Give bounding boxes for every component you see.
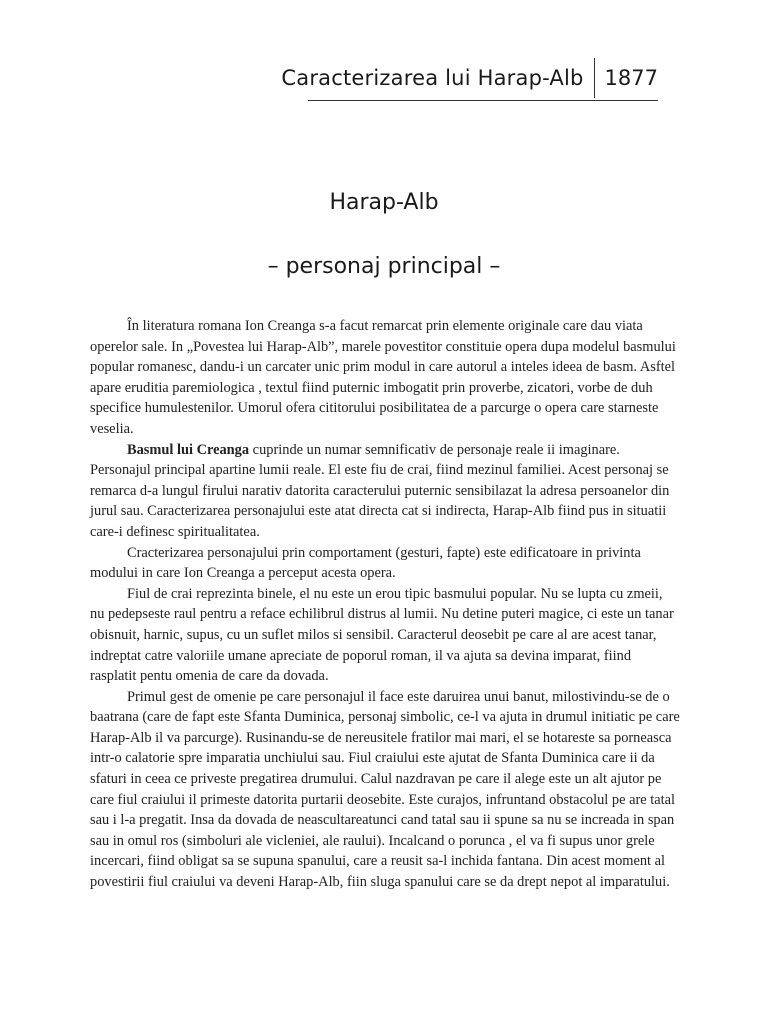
paragraph-5-text: Primul gest de omenie pe care personajul il face este daruirea unui banut, milostivindu-se de o baatrana (care de fapt este Sfanta Duminica, personaj simbolic, ce-l va ajuta in drumul initiatic pe care Harap-Alb il va parcurge). Rusinandu-se de nereusitele fratilor mai mari, el se hotareste sa porneasca intr-o calatorie spre imparatia unchiului sau. Fiul craiului este ajutat de Sfanta Duminica care ii da sfaturi in ceea ce priveste pregatirea drumului. Calul nazdravan pe care il alege este un alt ajutor pe care fiul craiului il primeste datorita purtarii deosebite. Este curajos, infruntand obstacolul pe are tatal sau i l-a pregatit. Insa da dovada de neascultareatunci cand tatal sau ii spune sa nu se increada in span sau in omul ros (simboluri ale vicleniei, ale raului). Incalcand o porunca , el va fi supus unor grele incercari, fiind obligat sa se supuna spanului, care a reusit sa-l inchida fantana. Din acest moment al povestirii fiul craiului va deveni Harap-Alb, fiin sluga spanului care se da drept nepot al imparatului. — [90, 688, 680, 891]
body-text — [90, 316, 680, 893]
paragraph-2-text: cuprinde un numar semnificativ de personaje reale ii imaginare. Personajul principal apartine lumii reale. El este fiu de crai, fiind mezinul familiei. Acest personaj se remarca d-a lungul firului narativ datorita caracterului puternic sensibilazat la adresa persoanelor din jurul sau. Caracterizarea personajului este atat directa cat si indirecta, Harap-Alb fiind pus in situatii care-i definesc spiritualitatea. — [90, 441, 670, 540]
header-title: Caracterizarea lui Harap-Alb — [281, 66, 584, 90]
paragraph-5 — [90, 687, 680, 893]
paragraph-3 — [90, 543, 680, 584]
paragraph-3-text: Cracterizarea personajului prin comportament (gesturi, fapte) este edificatoare in privinta modului in care Ion Creanga a perceput acesta opera. — [90, 544, 641, 582]
document-subtitle: – personaj principal – — [267, 254, 501, 279]
paragraph-2-bold: Basmul lui Creanga — [127, 441, 250, 458]
paragraph-4-text: Fiul de crai reprezinta binele, el nu este un erou tipic basmului popular. Nu se lupta cu zmeii, nu pedepseste raul pentru a reface echilibrul distrus al lumii. Nu detine puteri magice, ci este un tanar obisnuit, harnic, supus, cu un suflet milos si sensibil. Caracterul deosebit pe care al are acest tanar, indreptat catre valoriile umane apreciate de poporul roman, il va ajuta sa devina imparat, fiind rasplatit pentu omenia de care da dovada. — [90, 585, 674, 685]
paragraph-1-text: În literatura romana Ion Creanga s-a facut remarcat prin elemente originale care dau viata operelor sale. In „Povestea lui Harap-Alb”, marele povestitor constituie opera dupa modelul basmului popular romanesc, dandu-i un carcater unic prim modul in care autorul a inteles ideea de basm. Asftel apare eruditia paremiologica , textul fiind puternic imbogatit prin proverbe, zicatori, vorbe de duh specifice humulestenilor. Umorul ofera cititorului posibilitatea de a parcurge o opera care starneste veselia. — [90, 318, 676, 437]
header-rule — [308, 100, 658, 101]
paragraph-1 — [90, 316, 680, 440]
header-year: 1877 — [604, 66, 658, 90]
document-title: Harap-Alb — [329, 190, 439, 215]
paragraph-4 — [90, 584, 680, 687]
page-header — [281, 58, 658, 98]
paragraph-2 — [90, 440, 680, 543]
